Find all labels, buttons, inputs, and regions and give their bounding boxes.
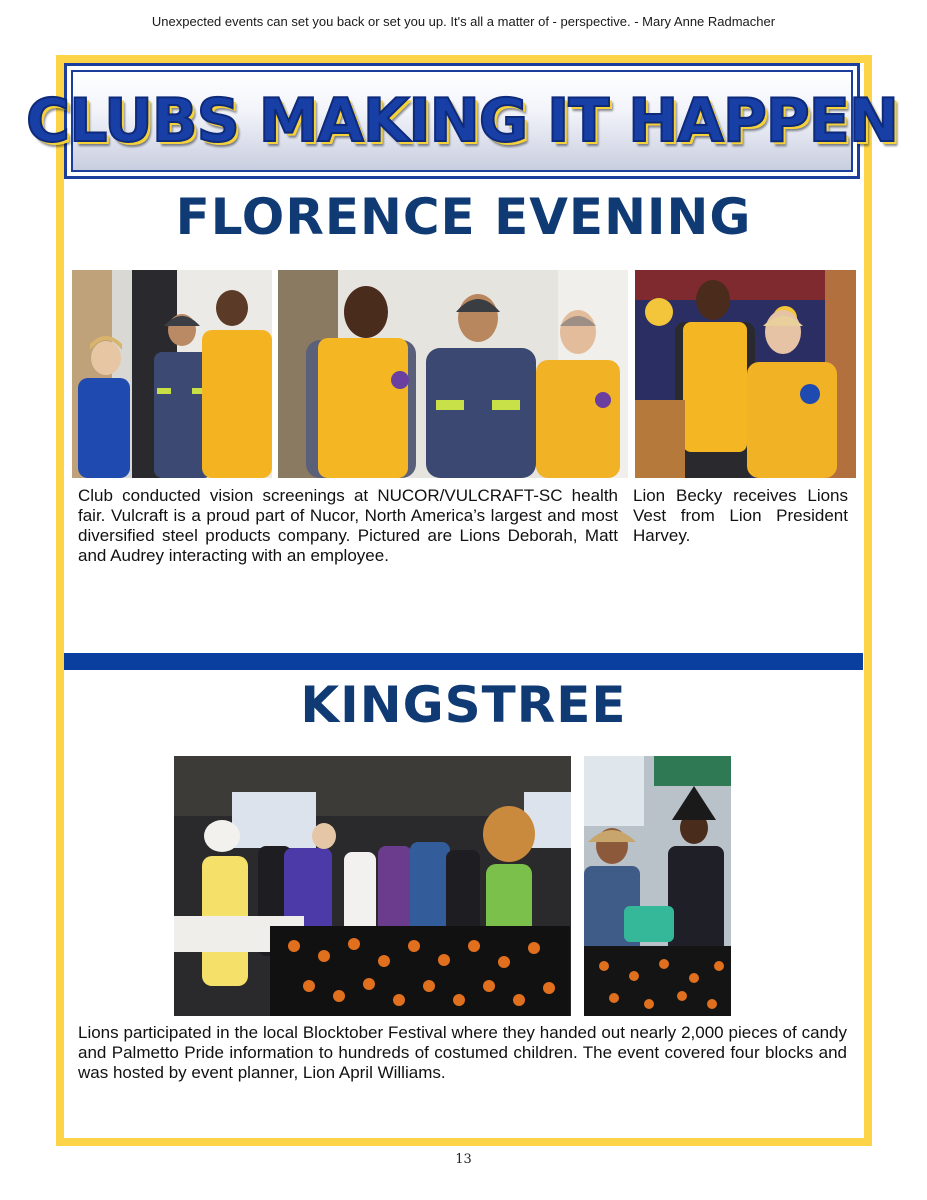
caption-vision-screening: Club conducted vision screenings at NUCOR/VULCRAFT-SC health fair. Vulcraft is a proud part of Nucor, North America’s largest and most diversified steel products company. Pictured are Lions Deborah, Matt and Audrey interacting with an employee. <box>78 486 618 565</box>
photo-vision-screening <box>72 270 272 478</box>
photo-lions-group <box>278 270 628 478</box>
photo-blocktober-candy <box>584 756 731 1016</box>
photo-blocktober-group <box>174 756 571 1016</box>
section-divider <box>64 653 863 670</box>
section-title-kingstree: KINGSTREE <box>300 676 627 734</box>
page-number: 13 <box>455 1152 472 1167</box>
banner-inner <box>26 70 898 172</box>
section-title-florence: FLORENCE EVENING <box>175 188 752 246</box>
banner-title: CLUBS MAKING IT HAPPEN <box>26 86 898 156</box>
photo-vest-presentation <box>635 270 856 478</box>
header-quote: Unexpected events can set you back or set you up. It's all a matter of - perspective. - Mary Anne Radmacher <box>151 14 776 29</box>
caption-blocktober: Lions participated in the local Blocktober Festival where they handed out nearly 2,000 pieces of candy and Palmetto Pride information to hundreds of costumed children. The event covered four blocks and was hosted by event planner, Lion April Williams. <box>78 1023 847 1082</box>
page-banner <box>26 63 898 179</box>
caption-vest-presentation: Lion Becky receives Lions Vest from Lion President Harvey. <box>633 486 848 545</box>
